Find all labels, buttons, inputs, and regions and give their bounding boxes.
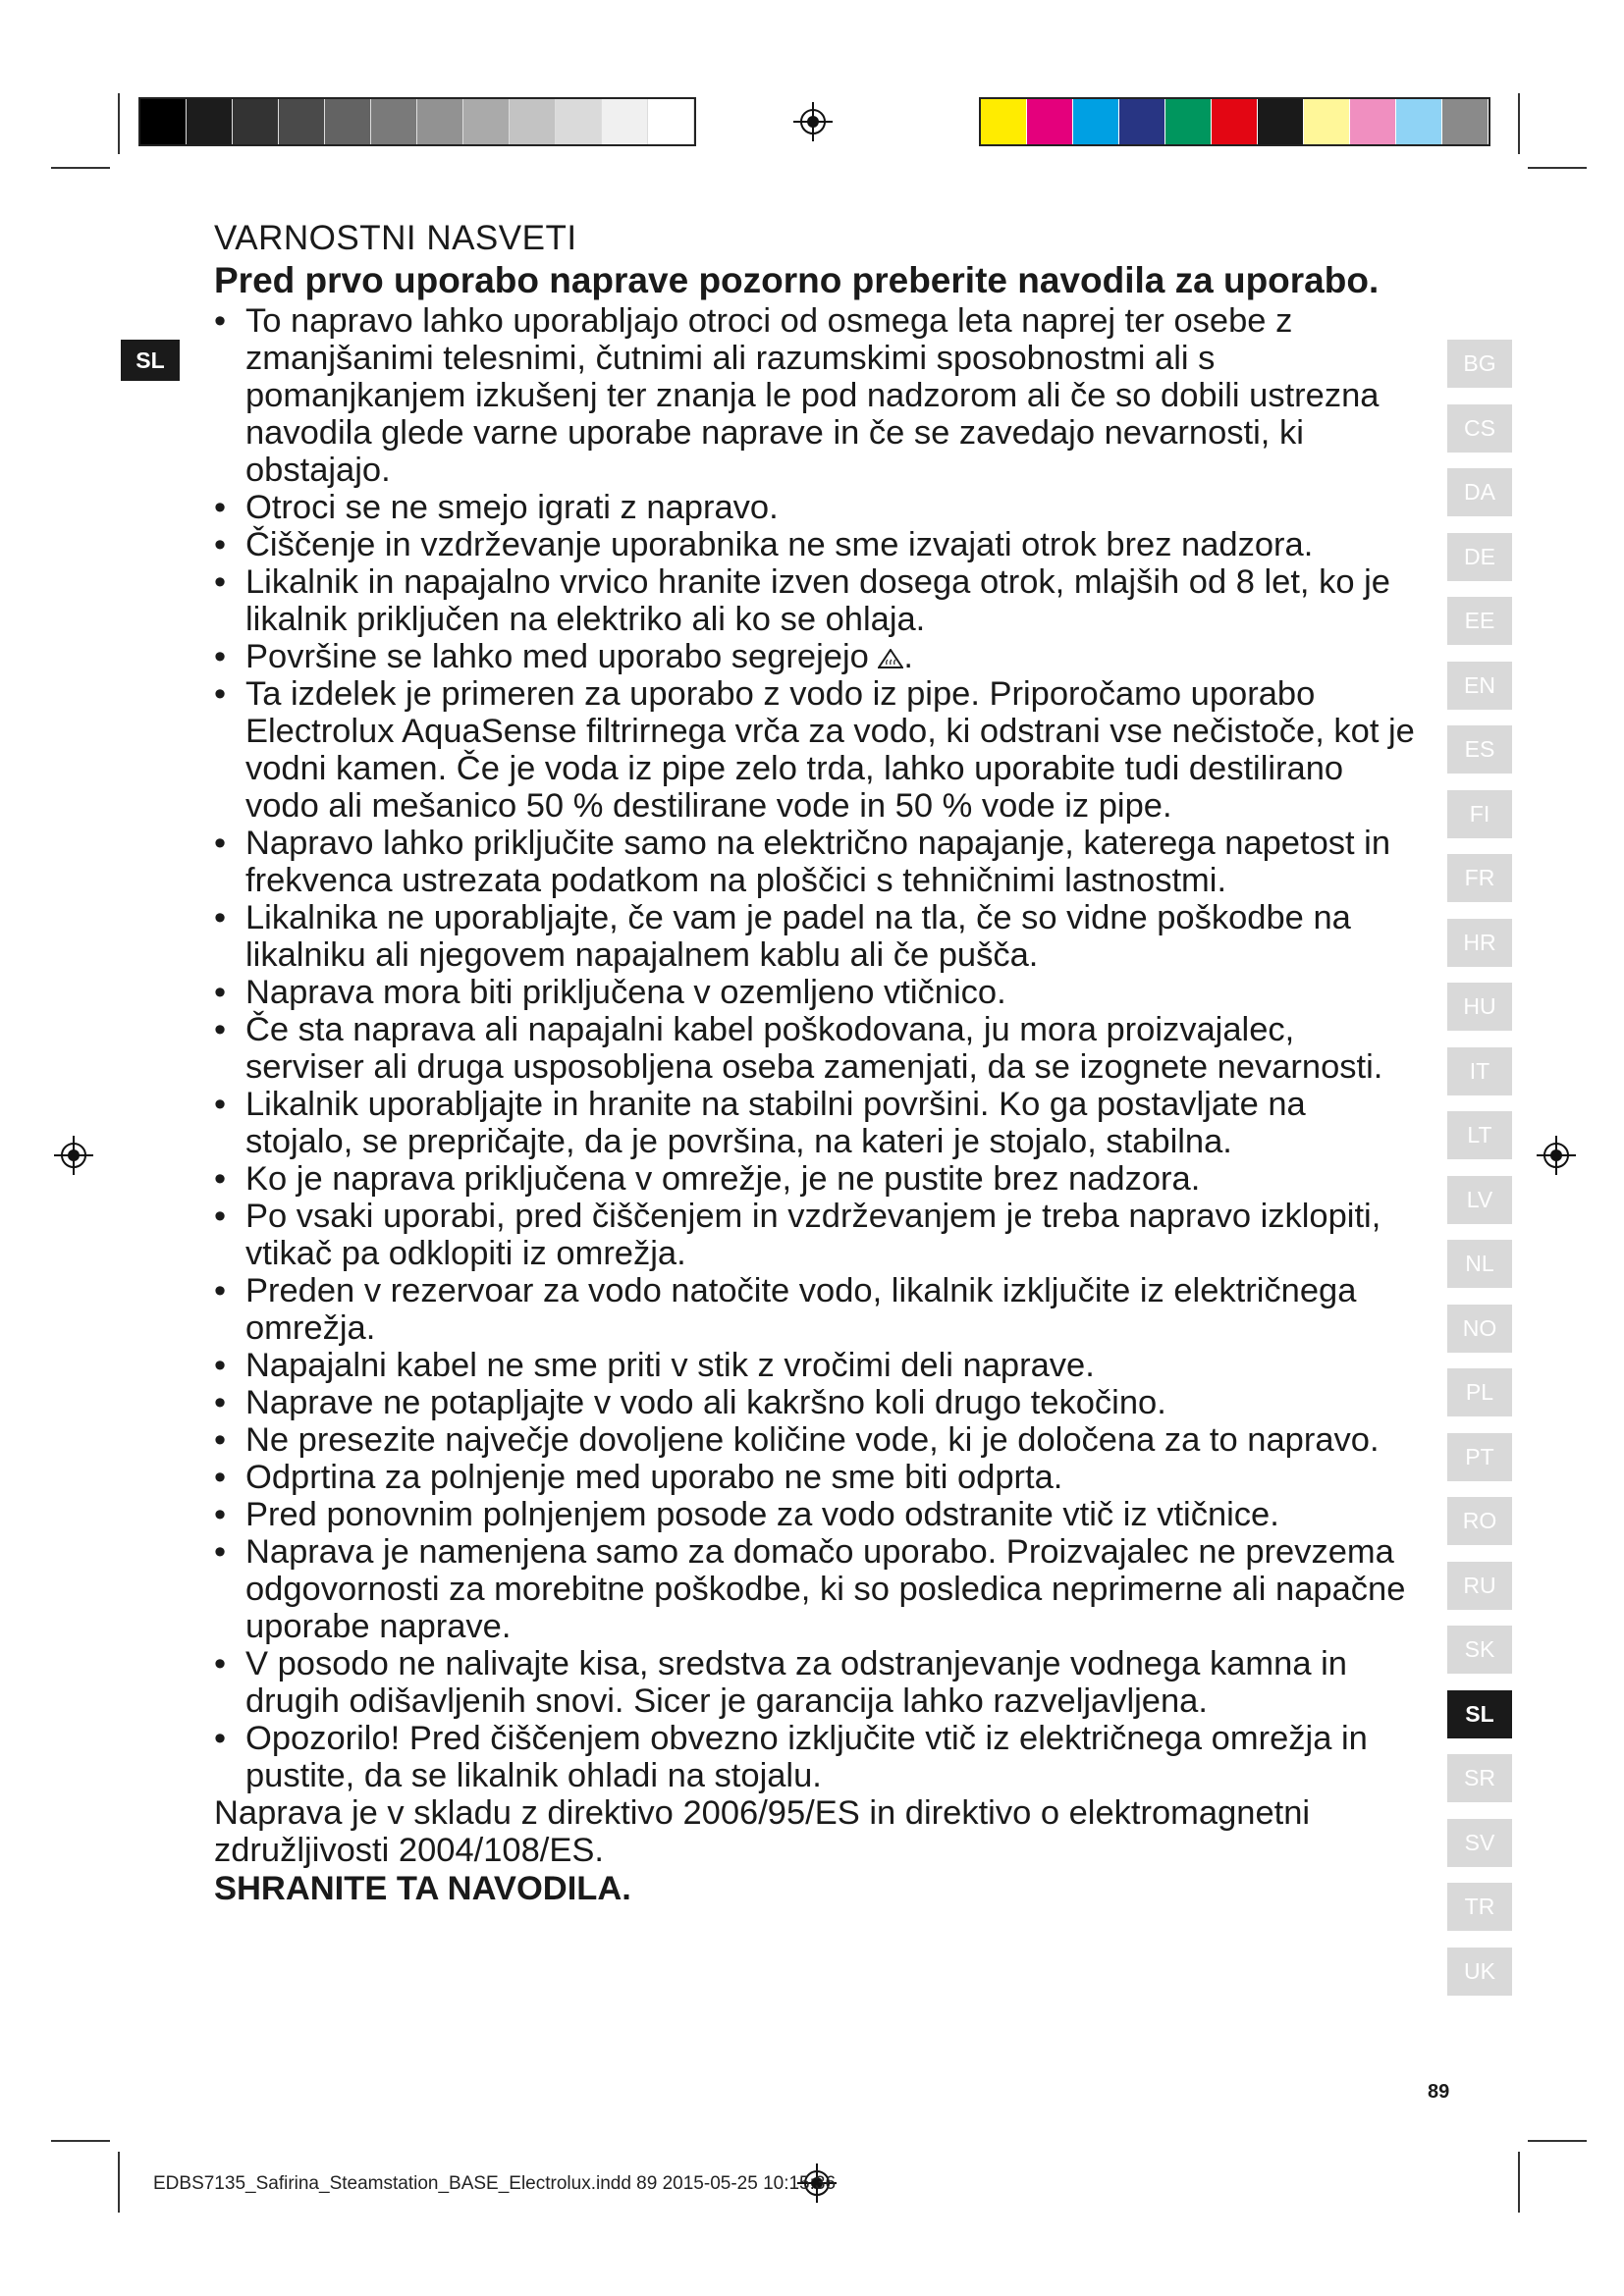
crop-mark bbox=[1518, 2152, 1520, 2213]
language-tab-sl: SL bbox=[1447, 1690, 1512, 1738]
warning-text: Pred ponovnim polnjenjem posode za vodo odstranite vtič iz vtičnice. bbox=[245, 1496, 1279, 1533]
grayscale-patch bbox=[279, 99, 325, 144]
warning-text: Naprava je namenjena samo za domačo uporabo. Proizvajalec ne prevzema odgovornosti za morebitne poškodbe, ki so posledica neprimerne ali napačne uporabe naprave. bbox=[245, 1533, 1406, 1645]
registration-mark-icon bbox=[54, 1136, 93, 1175]
bullet: • bbox=[214, 1160, 227, 1198]
warning-item bbox=[214, 1384, 1422, 1421]
language-tab-nl: NL bbox=[1447, 1240, 1512, 1288]
warning-text: Ta izdelek je primeren za uporabo z vodo iz pipe. Priporočamo uporabo Electrolux AquaSense filtrirnega vrča za vodo, ki odstrani vse nečistoče, kot je vodni kamen. Če je voda iz pipe zelo trda, lahko uporabite tudi destilirano vodo ali mešanico 50 % destilirane vode in 50 % vode iz pipe. bbox=[245, 675, 1415, 825]
bullet: • bbox=[214, 974, 227, 1011]
grayscale-calibration-bar bbox=[138, 97, 696, 146]
color-patch bbox=[1027, 99, 1073, 144]
language-tab-no: NO bbox=[1447, 1305, 1512, 1353]
warning-text: Če sta naprava ali napajalni kabel poškodovana, ju mora proizvajalec, serviser ali druga usposobljena oseba zamenjati, da se izognete nevarnosti. bbox=[245, 1011, 1383, 1086]
warning-text: Napravo lahko priključite samo na električno napajanje, katerega napetost in frekvenca ustrezata podatkom na ploščici s tehničnimi lastnostmi. bbox=[245, 825, 1391, 899]
warning-text: Opozorilo! Pred čiščenjem obvezno izključite vtič iz električnega omrežja in pustite, da se likalnik ohladi na stojalu. bbox=[245, 1720, 1368, 1794]
warning-item bbox=[214, 1347, 1422, 1384]
warning-text: Likalnik uporabljajte in hranite na stabilni površini. Ko ga postavljate na stojalo, se prepričajte, da je površina, na kateri je stojalo, stabilna. bbox=[245, 1086, 1306, 1160]
color-patch bbox=[1350, 99, 1396, 144]
section-heading: VARNOSTNI NASVETI bbox=[214, 219, 577, 257]
print-footer: EDBS7135_Safirina_Steamstation_BASE_Electrolux.indd 89 2015-05-25 10:15:36 bbox=[153, 2173, 837, 2194]
language-tab-fi: FI bbox=[1447, 790, 1512, 838]
warning-item bbox=[214, 1720, 1422, 1794]
bullet: • bbox=[214, 899, 227, 936]
warning-item bbox=[214, 1645, 1422, 1720]
bullet: • bbox=[214, 675, 227, 713]
warning-text: Odprtina za polnjenje med uporabo ne sme biti odprta. bbox=[245, 1459, 1063, 1496]
warning-text: Ko je naprava priključena v omrežje, je ne pustite brez nadzora. bbox=[245, 1160, 1201, 1198]
warning-item bbox=[214, 1421, 1422, 1459]
crop-mark bbox=[51, 167, 110, 169]
language-tab-sk: SK bbox=[1447, 1626, 1512, 1674]
language-tabs bbox=[1447, 340, 1512, 2011]
language-tab-ru: RU bbox=[1447, 1562, 1512, 1610]
warning-item bbox=[214, 825, 1422, 899]
language-tab-hr: HR bbox=[1447, 919, 1512, 967]
language-tab-fr: FR bbox=[1447, 854, 1512, 902]
language-tab-es: ES bbox=[1447, 725, 1512, 774]
language-tab-da: DA bbox=[1447, 468, 1512, 516]
bullet: • bbox=[214, 1347, 227, 1384]
warning-text: Likalnika ne uporabljajte, če vam je padel na tla, če so vidne poškodbe na likalniku ali njegovem napajalnem kablu ali če pušča. bbox=[245, 899, 1351, 974]
period: . bbox=[903, 638, 913, 675]
safety-instructions bbox=[214, 218, 1422, 1908]
language-tab-tr: TR bbox=[1447, 1883, 1512, 1931]
bullet: • bbox=[214, 1533, 227, 1571]
bullet: • bbox=[214, 1272, 227, 1309]
warning-item bbox=[214, 974, 1422, 1011]
language-tab-sr: SR bbox=[1447, 1754, 1512, 1802]
color-patch bbox=[1212, 99, 1258, 144]
grayscale-patch bbox=[648, 99, 694, 144]
language-tab-en: EN bbox=[1447, 662, 1512, 710]
bullet: • bbox=[214, 563, 227, 601]
registration-mark-icon bbox=[793, 102, 833, 141]
warning-text: Otroci se ne smejo igrati z napravo. bbox=[245, 489, 779, 526]
bullet: • bbox=[214, 302, 227, 340]
language-tab-hu: HU bbox=[1447, 983, 1512, 1031]
crop-mark bbox=[1528, 2140, 1587, 2142]
grayscale-patch bbox=[602, 99, 648, 144]
crop-mark bbox=[1528, 167, 1587, 169]
bullet: • bbox=[214, 1011, 227, 1048]
language-tab-bg: BG bbox=[1447, 340, 1512, 388]
warning-text: Naprave ne potapljajte v vodo ali kakršno koli drugo tekočino. bbox=[245, 1384, 1166, 1421]
warning-item bbox=[214, 899, 1422, 974]
language-tab-pl: PL bbox=[1447, 1368, 1512, 1416]
grayscale-patch bbox=[463, 99, 510, 144]
warning-text: Čiščenje in vzdrževanje uporabnika ne sme izvajati otrok brez nadzora. bbox=[245, 526, 1314, 563]
warning-item bbox=[214, 1272, 1422, 1347]
language-tab-de: DE bbox=[1447, 533, 1512, 581]
warning-item bbox=[214, 1160, 1422, 1198]
language-tab-lv: LV bbox=[1447, 1176, 1512, 1224]
bullet: • bbox=[214, 825, 227, 862]
bullet: • bbox=[214, 526, 227, 563]
warning-item bbox=[214, 302, 1422, 489]
compliance-statement: Naprava je v skladu z direktivo 2006/95/ES in direktivo o elektromagnetni združljivosti 2004/108/ES. bbox=[214, 1794, 1311, 1869]
warning-item bbox=[214, 489, 1422, 526]
bullet: • bbox=[214, 1496, 227, 1533]
keep-instructions: SHRANITE TA NAVODILA. bbox=[214, 1870, 631, 1907]
warning-text: Preden v rezervoar za vodo natočite vodo, likalnik izključite iz električnega omrežja. bbox=[245, 1272, 1357, 1347]
warning-item bbox=[214, 1011, 1422, 1086]
hot-surface-warning-icon bbox=[878, 649, 903, 668]
language-tab-lt: LT bbox=[1447, 1111, 1512, 1159]
warning-item bbox=[214, 1086, 1422, 1160]
warning-text: V posodo ne nalivajte kisa, sredstva za odstranjevanje vodnega kamna in drugih odišavljenih snovi. Sicer je garancija lahko razveljavljena. bbox=[245, 1645, 1347, 1720]
crop-mark bbox=[1518, 93, 1520, 154]
warning-text: Površine se lahko med uporabo segrejejo bbox=[245, 638, 869, 675]
bullet: • bbox=[214, 1421, 227, 1459]
warning-item bbox=[214, 1533, 1422, 1645]
bullet: • bbox=[214, 1198, 227, 1235]
color-patch bbox=[1165, 99, 1212, 144]
grayscale-patch bbox=[325, 99, 371, 144]
warning-item bbox=[214, 1459, 1422, 1496]
bullet: • bbox=[214, 1720, 227, 1757]
language-tab-uk: UK bbox=[1447, 1948, 1512, 1996]
grayscale-patch bbox=[371, 99, 417, 144]
bullet: • bbox=[214, 1645, 227, 1682]
warning-item bbox=[214, 1198, 1422, 1272]
crop-mark bbox=[118, 2152, 120, 2213]
color-patch bbox=[1396, 99, 1442, 144]
warning-item bbox=[214, 1496, 1422, 1533]
warning-text: Naprava mora biti priključena v ozemljeno vtičnico. bbox=[245, 974, 1006, 1011]
warning-text: Ne presezite največje dovoljene količine vode, ki je določena za to napravo. bbox=[245, 1421, 1380, 1459]
warning-item bbox=[214, 675, 1422, 825]
warning-item bbox=[214, 638, 1422, 675]
bullet: • bbox=[214, 1384, 227, 1421]
color-patch bbox=[1119, 99, 1165, 144]
grayscale-patch bbox=[556, 99, 602, 144]
crop-mark bbox=[118, 93, 120, 154]
bullet: • bbox=[214, 1459, 227, 1496]
crop-mark bbox=[51, 2140, 110, 2142]
bullet: • bbox=[214, 1086, 227, 1123]
bullet: • bbox=[214, 638, 227, 675]
grayscale-patch bbox=[510, 99, 556, 144]
color-patch bbox=[1073, 99, 1119, 144]
language-tab-current: SL bbox=[121, 340, 180, 381]
grayscale-patch bbox=[417, 99, 463, 144]
warning-item bbox=[214, 526, 1422, 563]
warning-text: Napajalni kabel ne sme priti v stik z vročimi deli naprave. bbox=[245, 1347, 1095, 1384]
grayscale-patch bbox=[187, 99, 233, 144]
grayscale-patch bbox=[233, 99, 279, 144]
language-tab-ro: RO bbox=[1447, 1497, 1512, 1545]
page-number: 89 bbox=[1428, 2081, 1450, 2103]
language-tab-sv: SV bbox=[1447, 1819, 1512, 1867]
language-tab-ee: EE bbox=[1447, 597, 1512, 645]
intro-text: Pred prvo uporabo naprave pozorno preberite navodila za uporabo. bbox=[214, 260, 1380, 300]
warnings-list bbox=[214, 302, 1422, 1794]
warning-text: Likalnik in napajalno vrvico hranite izven dosega otrok, mlajših od 8 let, ko je likalnik priključen na elektriko ali ko se ohlaja. bbox=[245, 563, 1390, 638]
color-patch bbox=[981, 99, 1027, 144]
language-tab-it: IT bbox=[1447, 1047, 1512, 1095]
warning-item bbox=[214, 563, 1422, 638]
warning-text: To napravo lahko uporabljajo otroci od osmega leta naprej ter osebe z zmanjšanimi telesnimi, čutnimi ali razumskimi sposobnostmi ali s pomanjkanjem izkušenj ter znanja le pod nadzorom ali če so dobili ustrezna navodila glede varne uporabe naprave in če se zavedajo nevarnosti, ki obstajajo. bbox=[245, 302, 1380, 489]
color-patch bbox=[1304, 99, 1350, 144]
warning-text: Po vsaki uporabi, pred čiščenjem in vzdrževanjem je treba napravo izklopiti, vtikač pa odklopiti iz omrežja. bbox=[245, 1198, 1381, 1272]
grayscale-patch bbox=[140, 99, 187, 144]
color-patch bbox=[1258, 99, 1304, 144]
color-calibration-bar bbox=[979, 97, 1490, 146]
language-tab-cs: CS bbox=[1447, 404, 1512, 453]
registration-mark-icon bbox=[1537, 1136, 1576, 1175]
bullet: • bbox=[214, 489, 227, 526]
language-tab-pt: PT bbox=[1447, 1433, 1512, 1481]
color-patch bbox=[1442, 99, 1489, 144]
